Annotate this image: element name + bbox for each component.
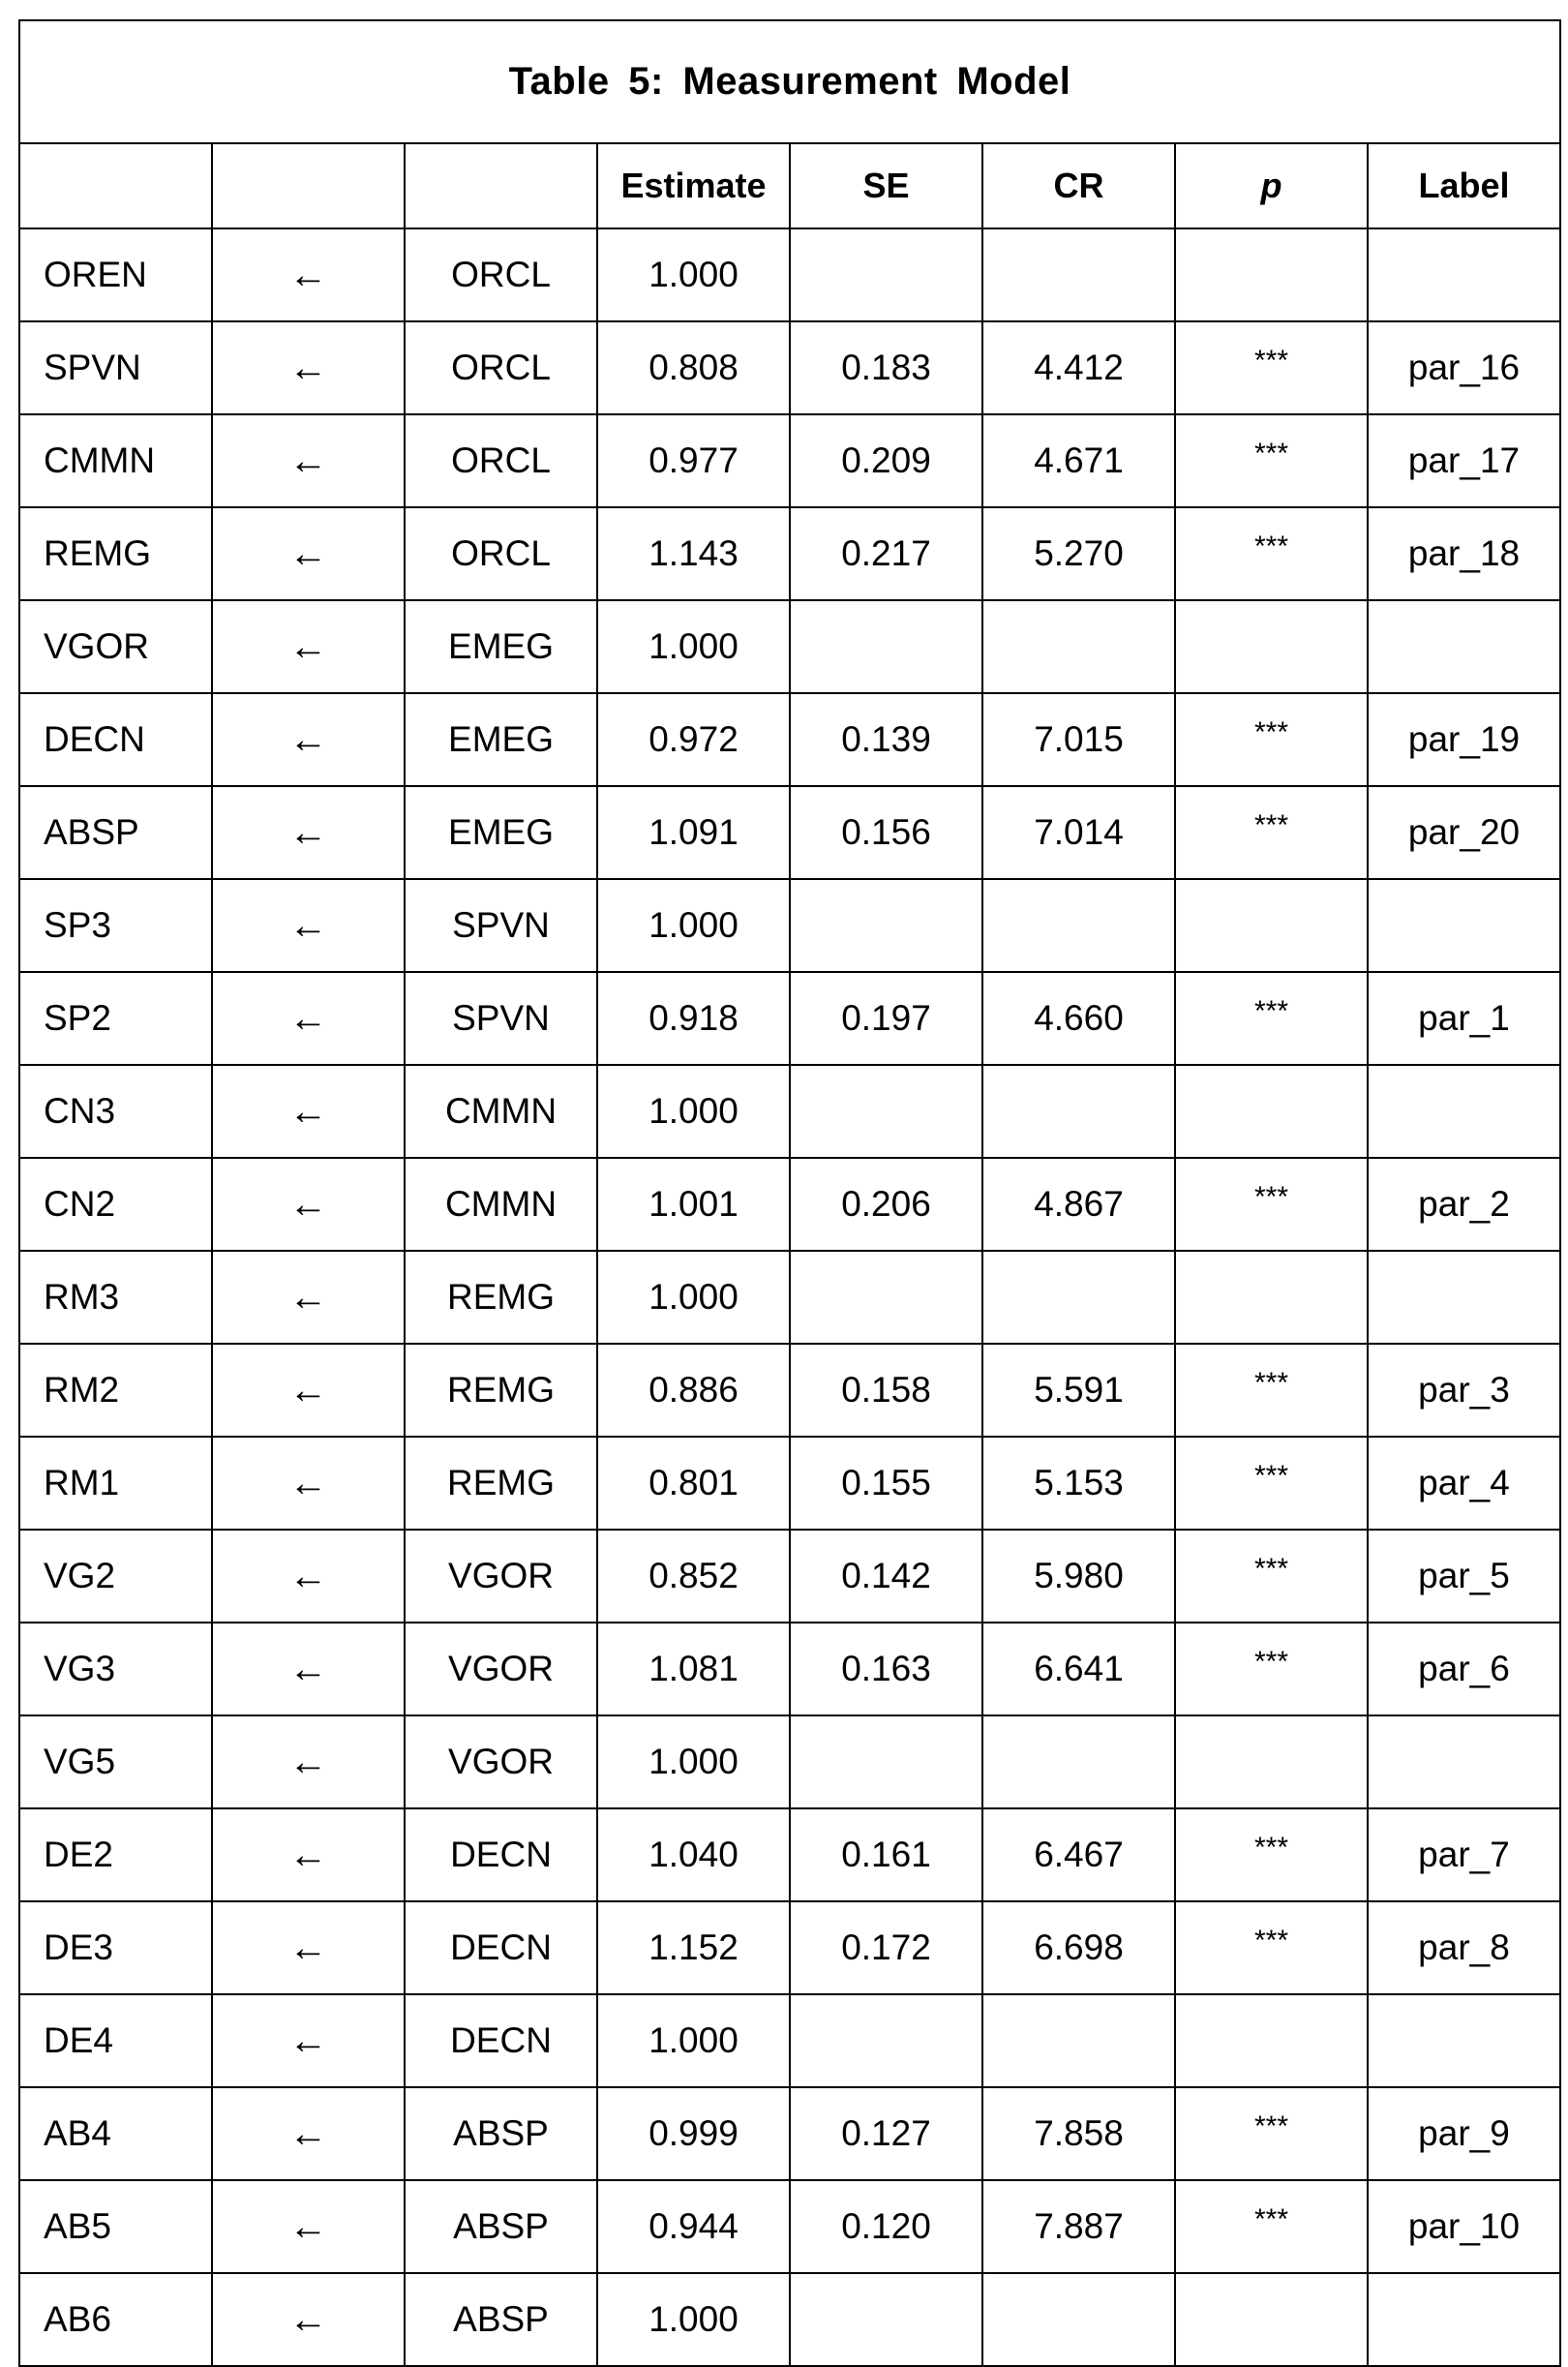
table-title-row xyxy=(19,20,1560,143)
p-value: *** xyxy=(1175,1437,1368,1530)
table-row xyxy=(19,1994,1560,2087)
header-observed xyxy=(19,143,212,228)
se-value xyxy=(790,2273,982,2366)
observed-variable: SPVN xyxy=(19,321,212,414)
estimate-value: 1.152 xyxy=(597,1901,790,1994)
latent-variable: ABSP xyxy=(405,2273,597,2366)
table-row xyxy=(19,786,1560,879)
p-value: *** xyxy=(1175,2180,1368,2273)
cr-value: 7.887 xyxy=(982,2180,1175,2273)
observed-variable: ABSP xyxy=(19,786,212,879)
table-row xyxy=(19,1158,1560,1251)
p-value: *** xyxy=(1175,1530,1368,1623)
cr-value: 7.015 xyxy=(982,693,1175,786)
p-value xyxy=(1175,228,1368,321)
table-row xyxy=(19,1251,1560,1344)
observed-variable: CN2 xyxy=(19,1158,212,1251)
estimate-value: 1.000 xyxy=(597,1065,790,1158)
table-row xyxy=(19,228,1560,321)
estimate-value: 0.918 xyxy=(597,972,790,1065)
table-row xyxy=(19,507,1560,600)
observed-variable: DE3 xyxy=(19,1901,212,1994)
se-value xyxy=(790,879,982,972)
measurement-model-table-container xyxy=(18,19,1561,2367)
parameter-label: par_3 xyxy=(1368,1344,1560,1437)
parameter-label: par_1 xyxy=(1368,972,1560,1065)
path-arrow: ← xyxy=(212,1530,405,1623)
parameter-label xyxy=(1368,2273,1560,2366)
path-arrow: ← xyxy=(212,1437,405,1530)
table-row xyxy=(19,879,1560,972)
latent-variable: SPVN xyxy=(405,972,597,1065)
se-value xyxy=(790,1994,982,2087)
cr-value xyxy=(982,228,1175,321)
header-estimate: Estimate xyxy=(597,143,790,228)
latent-variable: DECN xyxy=(405,1994,597,2087)
cr-value: 4.867 xyxy=(982,1158,1175,1251)
p-value xyxy=(1175,1994,1368,2087)
table-row xyxy=(19,972,1560,1065)
latent-variable: REMG xyxy=(405,1344,597,1437)
cr-value xyxy=(982,600,1175,693)
se-value: 0.120 xyxy=(790,2180,982,2273)
table-row xyxy=(19,1437,1560,1530)
parameter-label xyxy=(1368,1065,1560,1158)
estimate-value: 0.972 xyxy=(597,693,790,786)
estimate-value: 1.000 xyxy=(597,879,790,972)
se-value: 0.139 xyxy=(790,693,982,786)
p-value xyxy=(1175,1715,1368,1808)
path-arrow: ← xyxy=(212,600,405,693)
p-value: *** xyxy=(1175,693,1368,786)
table-row xyxy=(19,1715,1560,1808)
observed-variable: AB5 xyxy=(19,2180,212,2273)
cr-value: 5.591 xyxy=(982,1344,1175,1437)
estimate-value: 1.143 xyxy=(597,507,790,600)
estimate-value: 1.001 xyxy=(597,1158,790,1251)
path-arrow: ← xyxy=(212,228,405,321)
parameter-label: par_16 xyxy=(1368,321,1560,414)
cr-value xyxy=(982,1715,1175,1808)
estimate-value: 0.944 xyxy=(597,2180,790,2273)
p-value: *** xyxy=(1175,972,1368,1065)
latent-variable: REMG xyxy=(405,1251,597,1344)
p-value xyxy=(1175,879,1368,972)
p-value: *** xyxy=(1175,1344,1368,1437)
parameter-label: par_2 xyxy=(1368,1158,1560,1251)
observed-variable: SP2 xyxy=(19,972,212,1065)
path-arrow: ← xyxy=(212,2273,405,2366)
se-value: 0.156 xyxy=(790,786,982,879)
p-value: *** xyxy=(1175,2087,1368,2180)
se-value: 0.127 xyxy=(790,2087,982,2180)
observed-variable: DE4 xyxy=(19,1994,212,2087)
cr-value: 4.671 xyxy=(982,414,1175,507)
cr-value xyxy=(982,1065,1175,1158)
table-row xyxy=(19,1808,1560,1901)
path-arrow: ← xyxy=(212,693,405,786)
estimate-value: 1.000 xyxy=(597,600,790,693)
estimate-value: 0.999 xyxy=(597,2087,790,2180)
observed-variable: VGOR xyxy=(19,600,212,693)
se-value: 0.158 xyxy=(790,1344,982,1437)
table-row xyxy=(19,2273,1560,2366)
path-arrow: ← xyxy=(212,972,405,1065)
table-row xyxy=(19,1065,1560,1158)
latent-variable: CMMN xyxy=(405,1158,597,1251)
se-value: 0.206 xyxy=(790,1158,982,1251)
estimate-value: 1.000 xyxy=(597,1251,790,1344)
latent-variable: VGOR xyxy=(405,1623,597,1715)
cr-value: 7.858 xyxy=(982,2087,1175,2180)
header-label: Label xyxy=(1368,143,1560,228)
cr-value: 6.641 xyxy=(982,1623,1175,1715)
se-value xyxy=(790,228,982,321)
estimate-value: 1.040 xyxy=(597,1808,790,1901)
observed-variable: CN3 xyxy=(19,1065,212,1158)
observed-variable: AB4 xyxy=(19,2087,212,2180)
observed-variable: VG2 xyxy=(19,1530,212,1623)
se-value: 0.163 xyxy=(790,1623,982,1715)
table-row xyxy=(19,600,1560,693)
estimate-value: 0.808 xyxy=(597,321,790,414)
parameter-label: par_19 xyxy=(1368,693,1560,786)
p-value: *** xyxy=(1175,786,1368,879)
estimate-value: 0.852 xyxy=(597,1530,790,1623)
p-value xyxy=(1175,1251,1368,1344)
se-value: 0.142 xyxy=(790,1530,982,1623)
path-arrow: ← xyxy=(212,1065,405,1158)
table-row xyxy=(19,321,1560,414)
table-row xyxy=(19,1530,1560,1623)
se-value: 0.217 xyxy=(790,507,982,600)
header-p: p xyxy=(1175,143,1368,228)
cr-value: 4.412 xyxy=(982,321,1175,414)
table-row xyxy=(19,2087,1560,2180)
cr-value xyxy=(982,1994,1175,2087)
path-arrow: ← xyxy=(212,1715,405,1808)
latent-variable: VGOR xyxy=(405,1530,597,1623)
observed-variable: RM2 xyxy=(19,1344,212,1437)
p-value: *** xyxy=(1175,321,1368,414)
path-arrow: ← xyxy=(212,2180,405,2273)
header-se: SE xyxy=(790,143,982,228)
p-value: *** xyxy=(1175,414,1368,507)
latent-variable: ABSP xyxy=(405,2087,597,2180)
table-row xyxy=(19,2180,1560,2273)
parameter-label: par_6 xyxy=(1368,1623,1560,1715)
estimate-value: 0.801 xyxy=(597,1437,790,1530)
latent-variable: ORCL xyxy=(405,228,597,321)
se-value xyxy=(790,1251,982,1344)
cr-value xyxy=(982,2273,1175,2366)
cr-value: 5.270 xyxy=(982,507,1175,600)
observed-variable: RM1 xyxy=(19,1437,212,1530)
table-row xyxy=(19,1623,1560,1715)
se-value: 0.209 xyxy=(790,414,982,507)
path-arrow: ← xyxy=(212,786,405,879)
latent-variable: ORCL xyxy=(405,414,597,507)
estimate-value: 0.886 xyxy=(597,1344,790,1437)
latent-variable: VGOR xyxy=(405,1715,597,1808)
p-value: *** xyxy=(1175,1158,1368,1251)
p-value xyxy=(1175,2273,1368,2366)
latent-variable: DECN xyxy=(405,1808,597,1901)
se-value: 0.197 xyxy=(790,972,982,1065)
parameter-label: par_20 xyxy=(1368,786,1560,879)
cr-value: 5.980 xyxy=(982,1530,1175,1623)
estimate-value: 0.977 xyxy=(597,414,790,507)
parameter-label: par_18 xyxy=(1368,507,1560,600)
se-value: 0.172 xyxy=(790,1901,982,1994)
latent-variable: ABSP xyxy=(405,2180,597,2273)
estimate-value: 1.000 xyxy=(597,1994,790,2087)
column-header-row xyxy=(19,143,1560,228)
path-arrow: ← xyxy=(212,1158,405,1251)
p-value xyxy=(1175,1065,1368,1158)
observed-variable: RM3 xyxy=(19,1251,212,1344)
latent-variable: EMEG xyxy=(405,600,597,693)
parameter-label xyxy=(1368,1994,1560,2087)
header-arrow xyxy=(212,143,405,228)
estimate-value: 1.000 xyxy=(597,2273,790,2366)
header-cr: CR xyxy=(982,143,1175,228)
se-value xyxy=(790,600,982,693)
path-arrow: ← xyxy=(212,1901,405,1994)
parameter-label: par_8 xyxy=(1368,1901,1560,1994)
latent-variable: EMEG xyxy=(405,786,597,879)
cr-value: 6.698 xyxy=(982,1901,1175,1994)
latent-variable: EMEG xyxy=(405,693,597,786)
path-arrow: ← xyxy=(212,1251,405,1344)
table-title: Table 5: Measurement Model xyxy=(19,20,1560,143)
observed-variable: SP3 xyxy=(19,879,212,972)
path-arrow: ← xyxy=(212,414,405,507)
p-value xyxy=(1175,600,1368,693)
parameter-label xyxy=(1368,1715,1560,1808)
cr-value: 4.660 xyxy=(982,972,1175,1065)
table-row xyxy=(19,1344,1560,1437)
observed-variable: VG5 xyxy=(19,1715,212,1808)
parameter-label xyxy=(1368,228,1560,321)
parameter-label: par_17 xyxy=(1368,414,1560,507)
latent-variable: ORCL xyxy=(405,507,597,600)
parameter-label: par_5 xyxy=(1368,1530,1560,1623)
estimate-value: 1.081 xyxy=(597,1623,790,1715)
estimate-value: 1.000 xyxy=(597,228,790,321)
cr-value: 6.467 xyxy=(982,1808,1175,1901)
cr-value: 7.014 xyxy=(982,786,1175,879)
observed-variable: VG3 xyxy=(19,1623,212,1715)
parameter-label xyxy=(1368,600,1560,693)
path-arrow: ← xyxy=(212,1344,405,1437)
estimate-value: 1.000 xyxy=(597,1715,790,1808)
table-body xyxy=(19,228,1560,2366)
parameter-label: par_7 xyxy=(1368,1808,1560,1901)
se-value: 0.161 xyxy=(790,1808,982,1901)
observed-variable: CMMN xyxy=(19,414,212,507)
p-value: *** xyxy=(1175,1808,1368,1901)
observed-variable: DE2 xyxy=(19,1808,212,1901)
path-arrow: ← xyxy=(212,1623,405,1715)
measurement-model-table xyxy=(18,19,1561,2367)
observed-variable: DECN xyxy=(19,693,212,786)
table-row xyxy=(19,693,1560,786)
parameter-label xyxy=(1368,1251,1560,1344)
cr-value: 5.153 xyxy=(982,1437,1175,1530)
path-arrow: ← xyxy=(212,1808,405,1901)
se-value xyxy=(790,1065,982,1158)
se-value: 0.155 xyxy=(790,1437,982,1530)
path-arrow: ← xyxy=(212,321,405,414)
se-value xyxy=(790,1715,982,1808)
parameter-label xyxy=(1368,879,1560,972)
table-row xyxy=(19,1901,1560,1994)
p-value: *** xyxy=(1175,507,1368,600)
observed-variable: REMG xyxy=(19,507,212,600)
cr-value xyxy=(982,1251,1175,1344)
latent-variable: SPVN xyxy=(405,879,597,972)
latent-variable: REMG xyxy=(405,1437,597,1530)
table-row xyxy=(19,414,1560,507)
p-value: *** xyxy=(1175,1623,1368,1715)
path-arrow: ← xyxy=(212,507,405,600)
parameter-label: par_4 xyxy=(1368,1437,1560,1530)
path-arrow: ← xyxy=(212,1994,405,2087)
estimate-value: 1.091 xyxy=(597,786,790,879)
header-latent xyxy=(405,143,597,228)
latent-variable: DECN xyxy=(405,1901,597,1994)
latent-variable: ORCL xyxy=(405,321,597,414)
latent-variable: CMMN xyxy=(405,1065,597,1158)
parameter-label: par_10 xyxy=(1368,2180,1560,2273)
cr-value xyxy=(982,879,1175,972)
p-value: *** xyxy=(1175,1901,1368,1994)
se-value: 0.183 xyxy=(790,321,982,414)
path-arrow: ← xyxy=(212,879,405,972)
parameter-label: par_9 xyxy=(1368,2087,1560,2180)
observed-variable: OREN xyxy=(19,228,212,321)
path-arrow: ← xyxy=(212,2087,405,2180)
observed-variable: AB6 xyxy=(19,2273,212,2366)
